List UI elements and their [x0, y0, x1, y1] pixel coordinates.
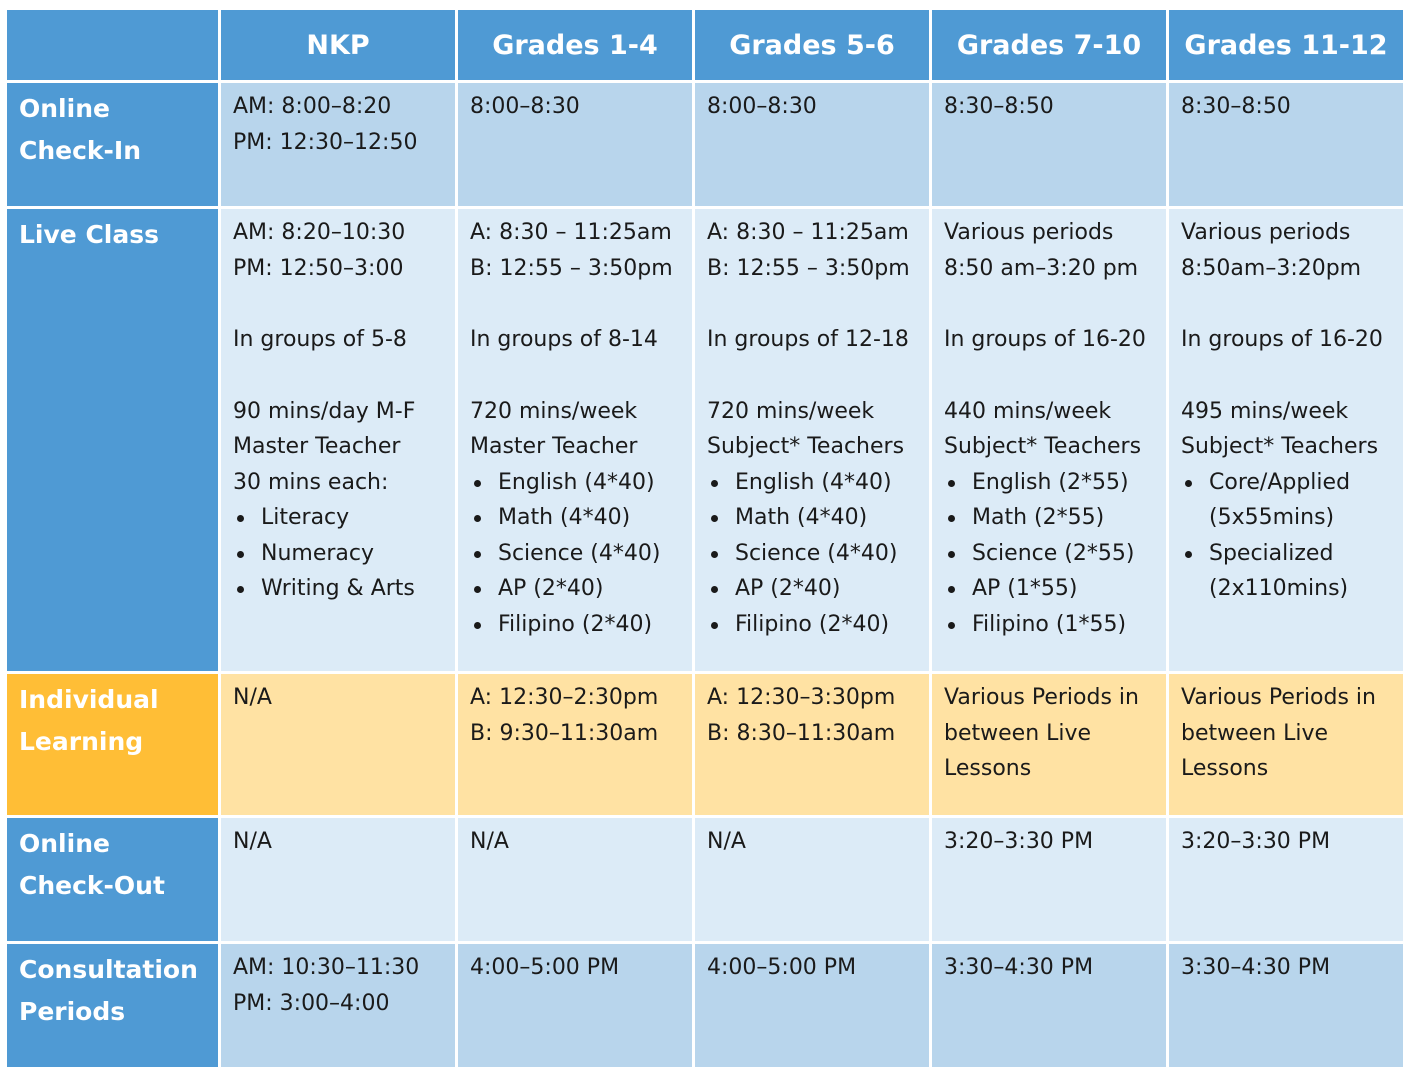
cell-line: Various periods: [944, 220, 1114, 245]
list-item: Writing & Arts: [261, 571, 443, 607]
table-cell: [931, 673, 1168, 817]
cell-line: In groups of 16-20: [944, 327, 1146, 352]
table-cell: [1168, 943, 1405, 1069]
cell-line: 4:00–5:00 PM: [470, 955, 620, 980]
cell-line: AM: 8:20–10:30: [233, 220, 406, 245]
cell-line: Various Periods in between Live Lessons: [944, 685, 1139, 781]
cell-line: In groups of 5-8: [233, 327, 407, 352]
cell-line: 8:30–8:50: [1181, 94, 1291, 119]
list-item: Specialized (2x110mins): [1209, 536, 1391, 607]
table-cell: [694, 82, 931, 208]
cell-line: Subject* Teachers: [1181, 434, 1379, 459]
table-cell: [220, 82, 457, 208]
list-item: Math (4*40): [735, 500, 917, 536]
table-cell: [457, 673, 694, 817]
table-cell: [1168, 208, 1405, 673]
cell-line: In groups of 8-14: [470, 327, 658, 352]
schedule-table: [4, 7, 1406, 1070]
cell-line: Various periods: [1181, 220, 1351, 245]
cell-line: PM: 12:50–3:00: [233, 255, 404, 281]
subject-list: [707, 465, 917, 643]
list-item: AP (2*40): [498, 571, 680, 607]
list-item: Filipino (1*55): [972, 607, 1154, 643]
subject-list: [233, 500, 443, 607]
list-item: Science (2*55): [972, 536, 1154, 572]
table-cell: [931, 817, 1168, 943]
cell-line: 8:30–8:50: [944, 94, 1054, 119]
row-label: Individual Learning: [6, 673, 220, 817]
row-label: Live Class: [6, 208, 220, 673]
cell-line: 3:20–3:30 PM: [1181, 829, 1331, 854]
col-header: Grades 7-10: [931, 9, 1168, 82]
header-corner: [6, 9, 220, 82]
subject-list: [470, 465, 680, 643]
cell-line: 3:20–3:30 PM: [944, 829, 1094, 854]
cell-line: N/A: [707, 829, 746, 854]
table-cell: [220, 817, 457, 943]
list-item: English (2*55): [972, 465, 1154, 501]
table-cell: [457, 817, 694, 943]
cell-line: Subject* Teachers: [707, 434, 905, 459]
cell-line: B: 12:55 – 3:50pm: [707, 255, 910, 281]
cell-line: PM: 3:00–4:00: [233, 990, 390, 1016]
list-item: Core/Applied (5x55mins): [1209, 465, 1391, 536]
col-header: Grades 1-4: [457, 9, 694, 82]
subject-list: [944, 465, 1154, 643]
table-cell: [694, 817, 931, 943]
row-label: Online Check-Out: [6, 817, 220, 943]
cell-line: Master Teacher: [233, 434, 401, 459]
cell-line: 8:50am–3:20pm: [1181, 255, 1362, 281]
cell-line: 720 mins/week: [707, 398, 875, 424]
table-cell: [694, 208, 931, 673]
cell-line: In groups of 12-18: [707, 327, 909, 352]
col-header: NKP: [220, 9, 457, 82]
table-cell: [457, 82, 694, 208]
table-cell: [1168, 817, 1405, 943]
cell-line: A: 12:30–2:30pm: [470, 685, 659, 710]
cell-line: Subject* Teachers: [944, 434, 1142, 459]
cell-line: A: 8:30 – 11:25am: [707, 220, 909, 245]
cell-line: AM: 8:00–8:20: [233, 94, 392, 119]
cell-line: 720 mins/week: [470, 398, 638, 424]
table-cell: [1168, 82, 1405, 208]
list-item: Filipino (2*40): [498, 607, 680, 643]
table-cell: [220, 208, 457, 673]
cell-line: 30 mins each:: [233, 469, 389, 495]
cell-line: Various Periods in between Live Lessons: [1181, 685, 1376, 781]
list-item: Math (2*55): [972, 500, 1154, 536]
cell-line: 440 mins/week: [944, 398, 1112, 424]
list-item: Science (4*40): [735, 536, 917, 572]
row-online-check-in: [6, 82, 1405, 208]
cell-line: N/A: [233, 685, 272, 710]
cell-line: 90 mins/day M-F: [233, 398, 416, 424]
list-item: Literacy: [261, 500, 443, 536]
cell-line: 8:50 am–3:20 pm: [944, 255, 1139, 281]
list-item: AP (2*40): [735, 571, 917, 607]
row-live-class: [6, 208, 1405, 673]
list-item: Numeracy: [261, 536, 443, 572]
cell-line: A: 12:30–3:30pm: [707, 685, 896, 710]
cell-line: A: 8:30 – 11:25am: [470, 220, 672, 245]
cell-line: N/A: [470, 829, 509, 854]
cell-line: B: 8:30–11:30am: [707, 720, 896, 746]
list-item: English (4*40): [498, 465, 680, 501]
row-individual-learning: [6, 673, 1405, 817]
list-item: Math (4*40): [498, 500, 680, 536]
table-cell: [457, 208, 694, 673]
row-label: Consultation Periods: [6, 943, 220, 1069]
table-cell: [931, 82, 1168, 208]
col-header: Grades 11-12: [1168, 9, 1405, 82]
cell-line: B: 9:30–11:30am: [470, 720, 659, 746]
list-item: Filipino (2*40): [735, 607, 917, 643]
table-cell: [931, 208, 1168, 673]
list-item: English (4*40): [735, 465, 917, 501]
table-cell: [694, 673, 931, 817]
col-header: Grades 5-6: [694, 9, 931, 82]
table-cell: [931, 943, 1168, 1069]
cell-line: Master Teacher: [470, 434, 638, 459]
table-cell: [1168, 673, 1405, 817]
list-item: AP (1*55): [972, 571, 1154, 607]
cell-line: B: 12:55 – 3:50pm: [470, 255, 673, 281]
cell-line: 8:00–8:30: [707, 94, 817, 119]
table-cell: [694, 943, 931, 1069]
header-row: [6, 9, 1405, 82]
cell-line: AM: 10:30–11:30: [233, 955, 420, 980]
table-cell: [220, 943, 457, 1069]
cell-line: In groups of 16-20: [1181, 327, 1383, 352]
cell-line: 3:30–4:30 PM: [1181, 955, 1331, 980]
subject-list: [1181, 465, 1391, 607]
row-online-check-out: [6, 817, 1405, 943]
table-cell: [457, 943, 694, 1069]
cell-line: 3:30–4:30 PM: [944, 955, 1094, 980]
list-item: Science (4*40): [498, 536, 680, 572]
cell-line: 4:00–5:00 PM: [707, 955, 857, 980]
row-label: Online Check-In: [6, 82, 220, 208]
cell-line: 8:00–8:30: [470, 94, 580, 119]
cell-line: PM: 12:30–12:50: [233, 129, 418, 155]
row-consultation-periods: [6, 943, 1405, 1069]
cell-line: N/A: [233, 829, 272, 854]
table-cell: [220, 673, 457, 817]
cell-line: 495 mins/week: [1181, 398, 1349, 424]
